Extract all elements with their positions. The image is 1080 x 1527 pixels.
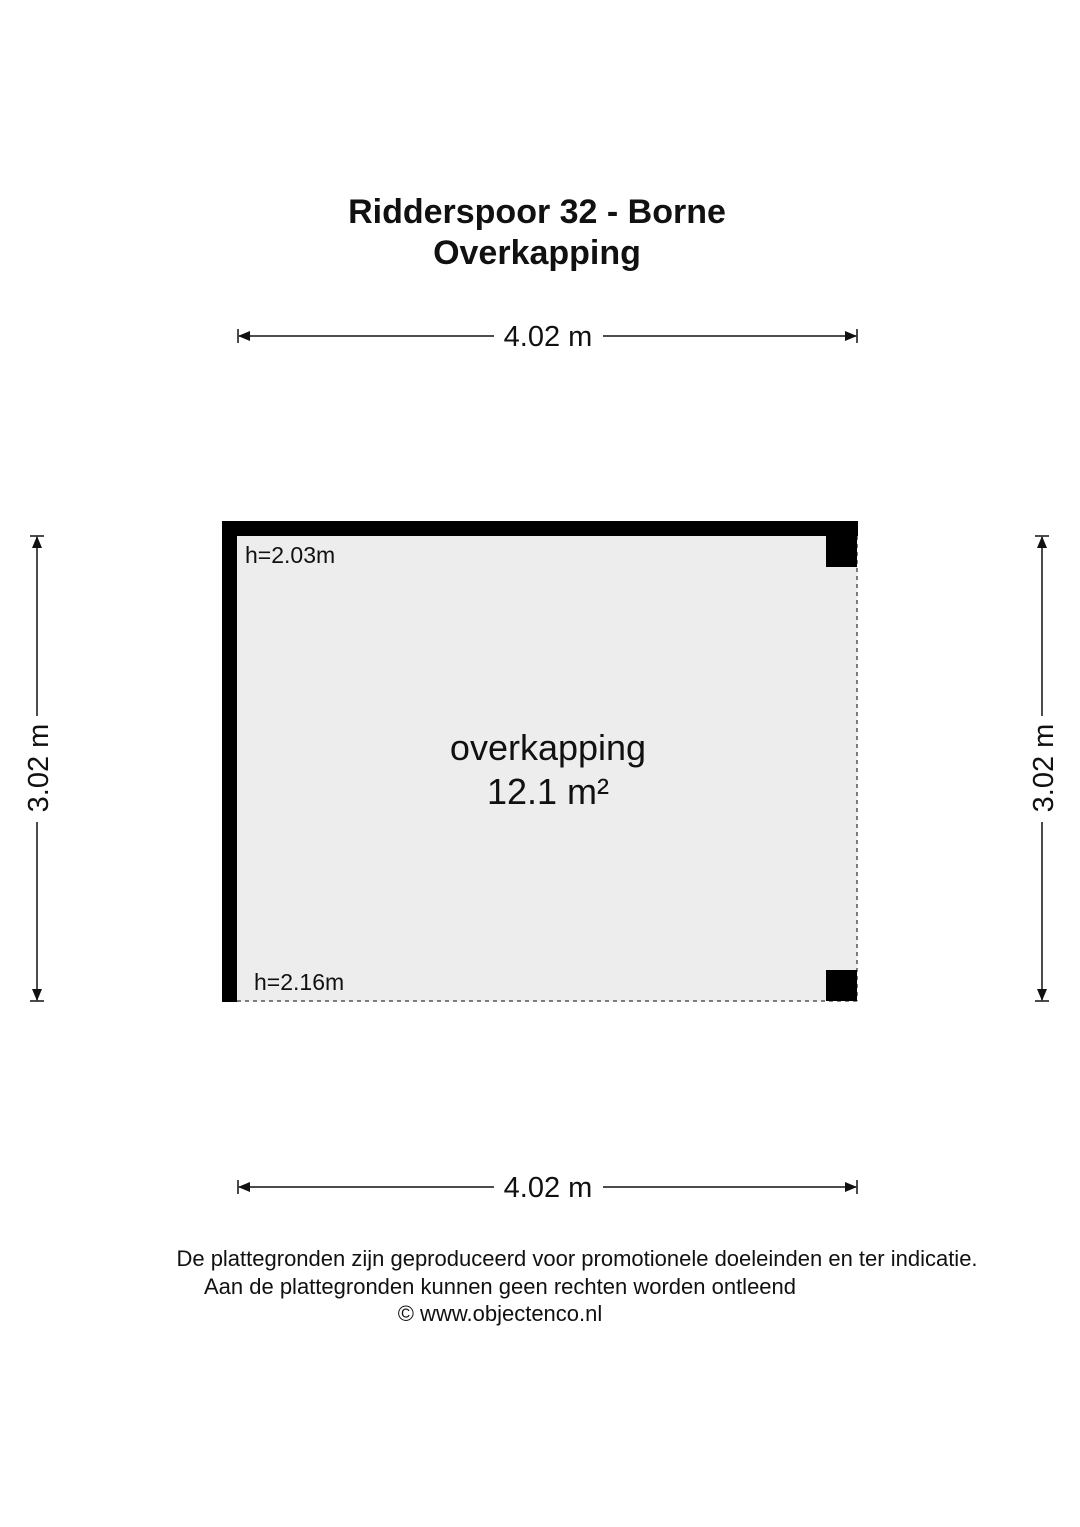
bottom-dimension	[238, 1172, 857, 1204]
top-dimension	[238, 321, 857, 353]
disclaimer-line-2: Aan de plattegronden kunnen geen rechten worden ontleend	[203, 1274, 797, 1299]
plan-title: Ridderspoor 32 - Borne	[348, 193, 726, 231]
copyright-link[interactable]: © www.objectenco.nl	[397, 1301, 603, 1326]
right-dimension	[1028, 536, 1060, 1001]
top-dimension-label: 4.02 m	[503, 321, 593, 353]
right-dimension-label: 3.02 m	[1028, 723, 1060, 813]
left-dimension	[23, 536, 55, 1001]
floor-title: Overkapping	[433, 234, 641, 272]
bottom-dimension-label: 4.02 m	[503, 1172, 593, 1204]
room-name: overkapping	[449, 727, 647, 768]
left-dimension-label: 3.02 m	[23, 723, 55, 813]
disclaimer-line-1: De plattegronden zijn geproduceerd voor promotionele doeleinden en ter indicatie.	[176, 1246, 978, 1271]
wall-top	[222, 521, 858, 536]
column-bottom-right	[826, 970, 857, 1001]
ceiling-height-top: h=2.03m	[245, 542, 336, 568]
ceiling-height-bottom: h=2.16m	[254, 969, 345, 995]
room-floor	[237, 536, 857, 1001]
room-area: 12.1 m²	[486, 771, 610, 812]
column-top-right	[826, 536, 857, 567]
wall-left	[222, 521, 237, 1002]
